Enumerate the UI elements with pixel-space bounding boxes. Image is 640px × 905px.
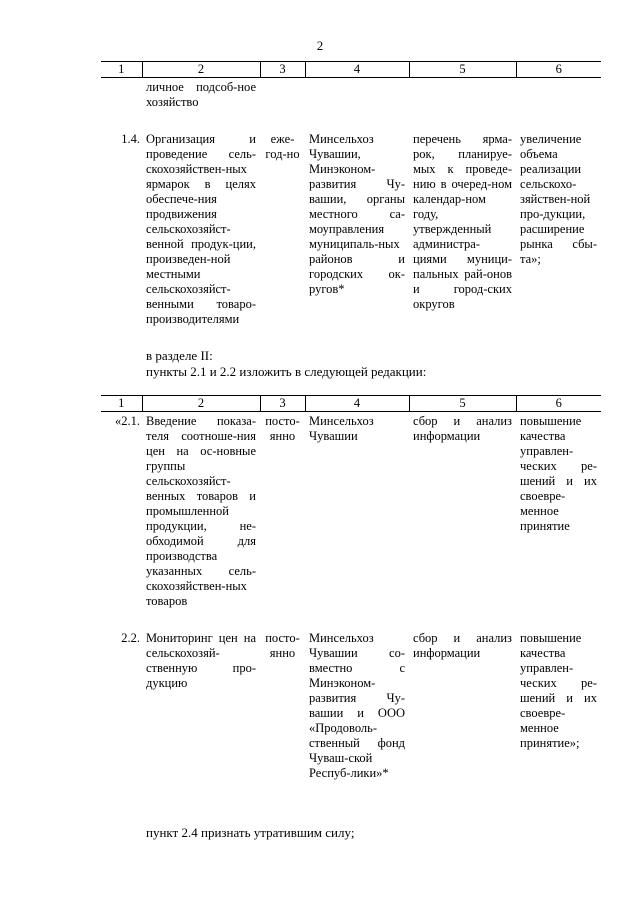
cell-name: Введение показа-теля соотноше-ния цен на ос-новные группы сельскохозяйст-венных товаров и промышленной продукции, не-обходимой для производства указанных сель-скохозяйствен-ных товаров — [146, 414, 256, 608]
cell-result: сбор и анализ информации — [413, 631, 512, 660]
cell-number: «2.1. — [115, 414, 140, 428]
table-row — [101, 132, 601, 327]
cell-number: 2.2. — [121, 631, 140, 645]
cell-effect: повышение качества управлен-ческих ре-шений и их своевре-менное принятие»; — [520, 631, 597, 750]
cell-result: перечень ярма-рок, планируе-мых к проведе-нию в очеред-ном календар-ном году, утвержденный администра-циями муници-пальных рай-онов и город-ских округов — [413, 132, 512, 311]
column-header: 6 — [516, 62, 601, 78]
column-header: 4 — [305, 396, 409, 412]
cell-executor: Минсельхоз Чувашии — [309, 414, 374, 443]
table-row-continuation — [101, 78, 601, 111]
cell-executor: Минсельхоз Чувашии, Минэконом-развития Чу-вашии, органы местного са-моуправления муниципаль-ных районов и городских ок-ругов* — [309, 132, 405, 296]
instruction-note: пункты 2.1 и 2.2 изложить в следующей редакции: — [146, 364, 427, 379]
cell-name: личное подсоб-ное хозяйство — [146, 80, 256, 109]
cell-result: сбор и анализ информации — [413, 414, 512, 443]
column-header: 6 — [516, 396, 601, 412]
final-note: пункт 2.4 признать утратившим силу; — [146, 825, 355, 840]
column-header: 5 — [409, 62, 516, 78]
cell-executor: Минсельхоз Чувашии со-вместно с Минэконом-развития Чу-вашии и ООО «Продоволь-ственный фонд Чуваш-ской Респуб-лики»* — [309, 631, 405, 780]
column-header: 5 — [409, 396, 516, 412]
column-header: 2 — [142, 62, 260, 78]
cell-period: еже-год-но — [265, 132, 300, 161]
cell-name: Мониторинг цен на сельскохозяй-ственную про-дукцию — [146, 631, 256, 690]
cell-period: посто-янно — [265, 631, 300, 660]
cell-number: 1.4. — [121, 132, 140, 146]
column-header: 1 — [101, 396, 142, 412]
table-row — [101, 631, 601, 781]
column-header: 3 — [260, 396, 305, 412]
column-header: 1 — [101, 62, 142, 78]
page-number: 2 — [316, 38, 324, 53]
cell-name: Организация и проведение сель-скохозяйствен-ных ярмарок в целях обеспече-ния продвижения сельскохозяйст-венной продук-ции, произведен-ной местными сельскохозяйст-венными товаро-производителями — [146, 132, 256, 326]
measures-table-1 — [101, 61, 601, 327]
cell-effect: повышение качества управлен-ческих ре-шений и их своевре-менное принятие — [520, 414, 597, 533]
section-note: в разделе II: — [146, 348, 213, 363]
measures-table-2 — [101, 395, 601, 781]
column-header: 2 — [142, 396, 260, 412]
cell-effect: увеличение объема реализации сельскохо-зяйствен-ной про-дукции, расширение рынка сбы-та»; — [520, 132, 597, 266]
table-row — [101, 412, 601, 610]
table-header-row — [101, 62, 601, 78]
table-header-row — [101, 396, 601, 412]
cell-period: посто-янно — [265, 414, 300, 443]
column-header: 3 — [260, 62, 305, 78]
column-header: 4 — [305, 62, 409, 78]
